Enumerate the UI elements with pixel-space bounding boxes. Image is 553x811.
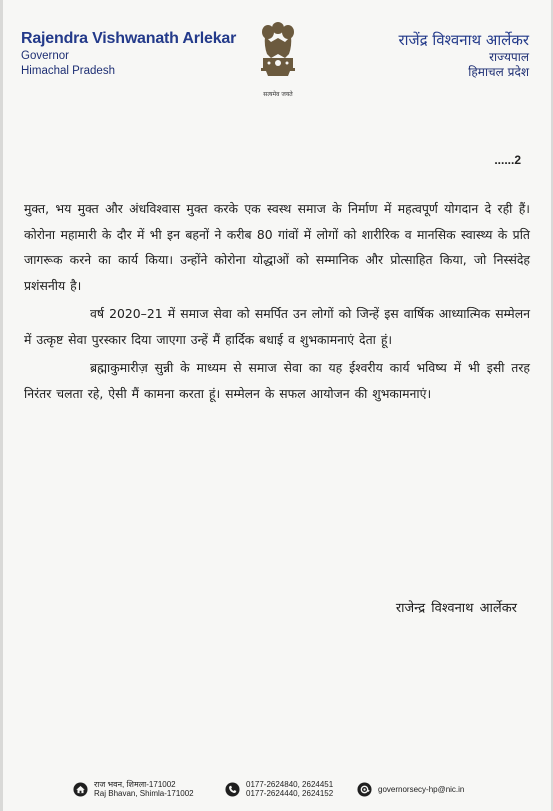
- national-emblem: [252, 20, 304, 98]
- governor-name-hi: राजेंद्र विश्वनाथ आर्लेकर: [398, 31, 529, 49]
- letter-body: [24, 196, 530, 409]
- designation-en: Governor: [21, 50, 69, 62]
- phone-1: 0177-2624840, 2624451: [246, 780, 334, 789]
- footer-address: [73, 774, 194, 804]
- phone-2: 0177-2624440, 2624152: [246, 789, 334, 798]
- paragraph-3: ब्रह्माकुमारीज़ सुन्नी के माध्यम से समाज सेवा का यह ईश्वरीय कार्य भविष्य में भी इसी तरह निरंतर चलता रहे, ऐसी मैं कामना करता हूं। सम्मेलन के सफल आयोजन की शुभकामनाएं।: [24, 360, 530, 401]
- letterhead-english: [21, 30, 236, 78]
- state-hi: हिमाचल प्रदेश: [468, 65, 529, 79]
- page-number: ......2: [494, 153, 521, 167]
- email-icon: [357, 782, 372, 797]
- designation-hi: राज्यपाल: [489, 50, 529, 64]
- state-en: Himachal Pradesh: [21, 65, 115, 77]
- home-icon: [73, 782, 88, 797]
- address-hi: राज भवन, शिमला-171002: [94, 780, 176, 789]
- paragraph-1: मुक्त, भय मुक्त और अंधविश्वास मुक्त करके एक स्वस्थ समाज के निर्माण में महत्वपूर्ण योगदान दे रही हैं। कोरोना महामारी के दौर में भी इन बहनों ने करीब 80 गांवों में लोगों को शारीरिक व मानसिक स्वास्थ्य के प्रति जागरूक करने का कार्य किया। उन्होंने कोरोना योद्धाओं को सम्मानिक और प्रोत्साहित किया, जो निस्संदेह प्रशंसनीय है।: [24, 201, 530, 293]
- letter-page: [3, 0, 551, 811]
- signature-name: राजेन्द्र विश्वनाथ आर्लेकर: [395, 601, 517, 616]
- governor-name-en: Rajendra Vishwanath Arlekar: [21, 30, 237, 47]
- paragraph-2: वर्ष 2020–21 में समाज सेवा को समर्पित उन लोगों को जिन्हें इस वार्षिक आध्यात्मिक सम्मेलन में उत्कृष्ट सेवा पुरस्कार दिया जाएगा उन्हें मैं हार्दिक बधाई व शुभकामनाएं देता हूं।: [24, 306, 530, 347]
- address-en: Raj Bhavan, Shimla-171002: [94, 789, 194, 798]
- phone-icon: [225, 782, 240, 797]
- ashoka-emblem-icon: [256, 20, 300, 88]
- email-address[interactable]: governorsecy-hp@nic.in: [378, 784, 465, 794]
- footer-email: [357, 774, 464, 804]
- footer-phones: [225, 774, 333, 804]
- letterhead-hindi: [398, 30, 529, 80]
- emblem-motto: सत्यमेव जयते: [263, 91, 293, 98]
- letterhead-footer: [3, 774, 551, 804]
